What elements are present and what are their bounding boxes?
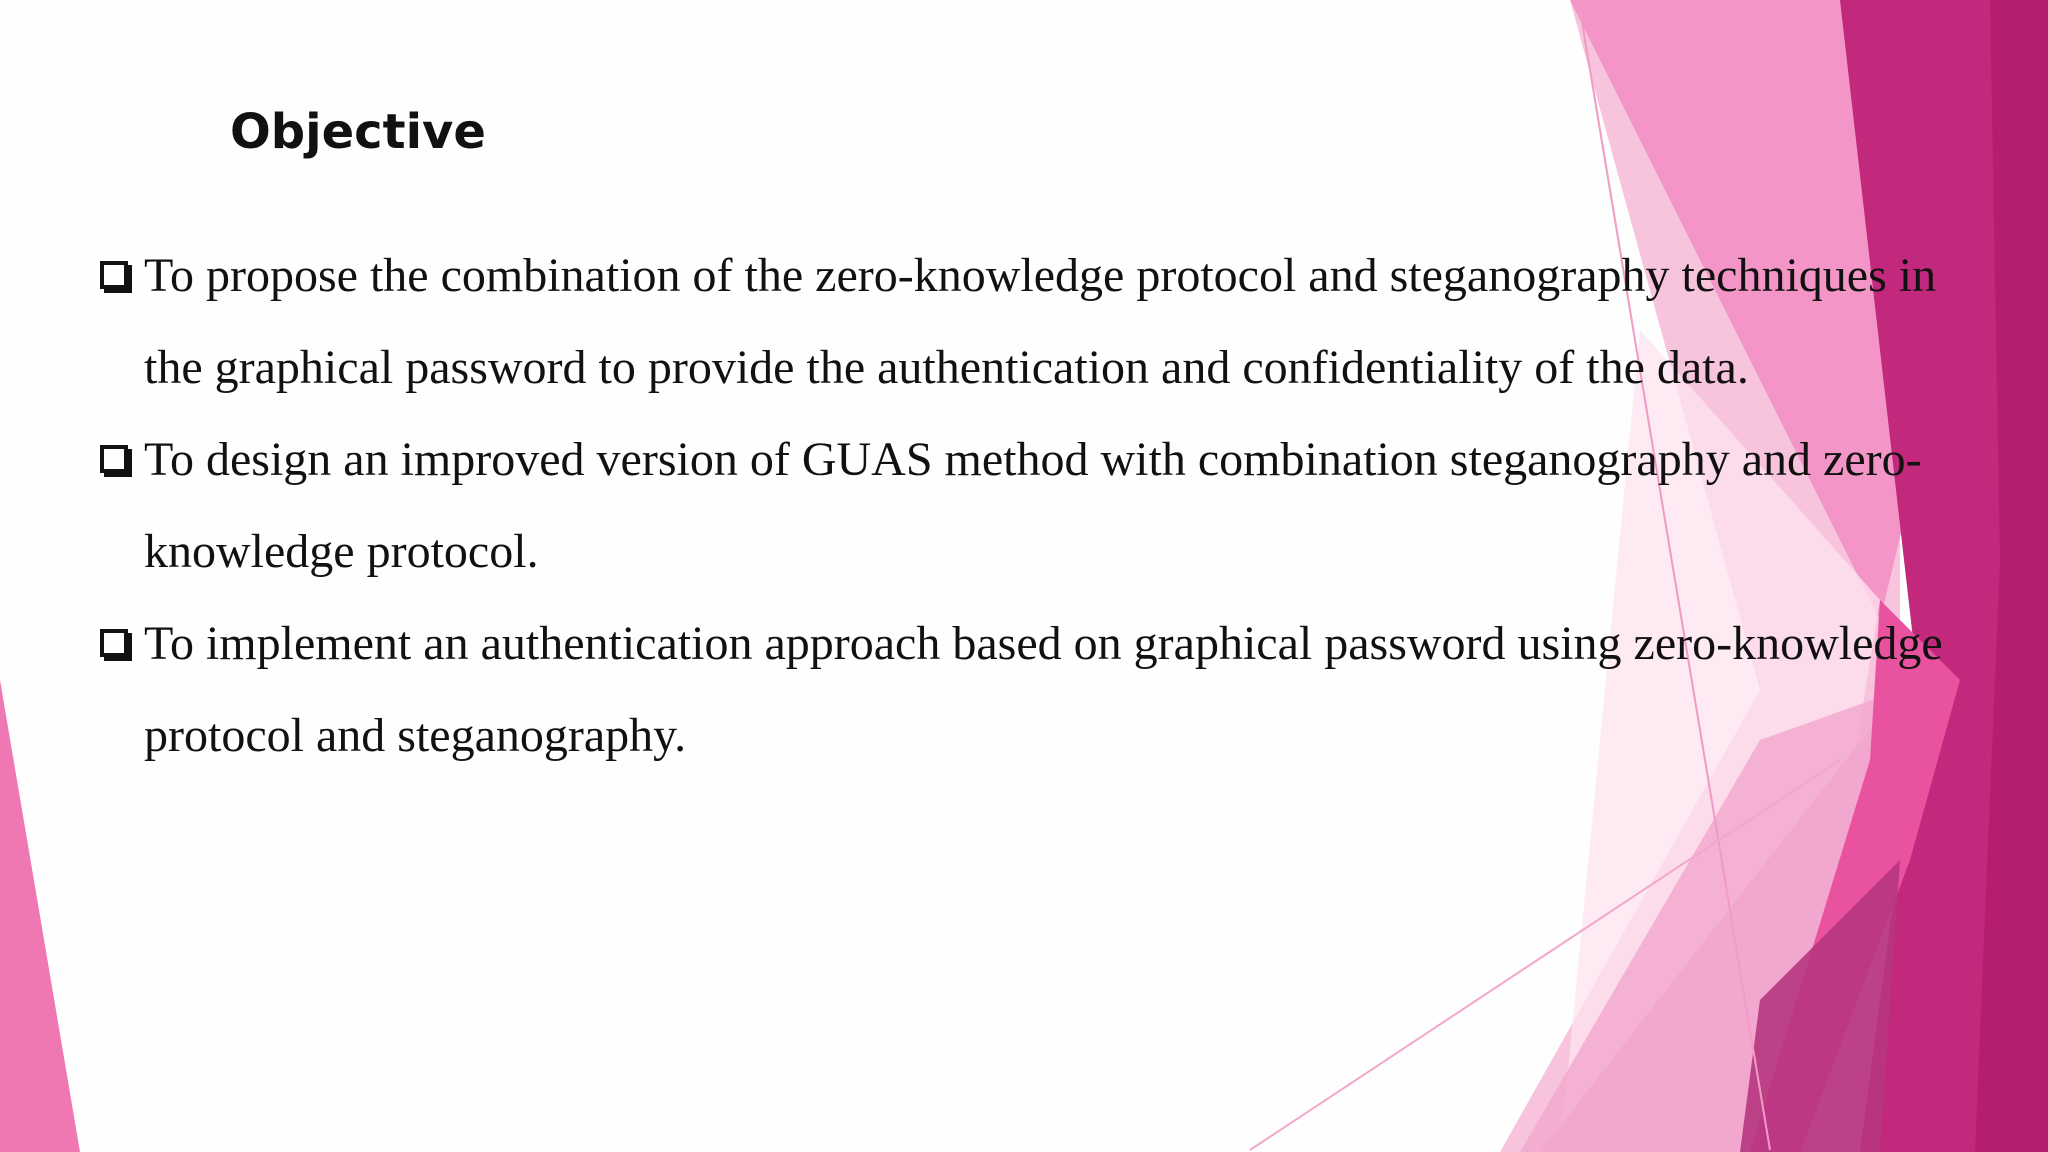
bullet-text: To propose the combination of the zero-knowledge protocol and steganography techniques in the graphical password to provide the authentication and confidentiality of the data.	[144, 249, 1937, 394]
left-sliver-shape	[0, 680, 80, 1152]
hollow-square-bullet-icon	[100, 629, 128, 657]
list-item	[96, 598, 1976, 782]
hollow-square-bullet-icon	[100, 445, 128, 473]
bullet-text: To implement an authentication approach based on graphical password using zero-knowledge protocol and steganography.	[144, 617, 1943, 762]
hollow-square-bullet-icon	[100, 261, 128, 289]
objective-list	[96, 230, 1976, 782]
list-item	[96, 230, 1976, 414]
bullet-text: To design an improved version of GUAS method with combination steganography and zero-knowledge protocol.	[144, 433, 1922, 578]
list-item	[96, 414, 1976, 598]
slide-title: Objective	[230, 104, 486, 160]
